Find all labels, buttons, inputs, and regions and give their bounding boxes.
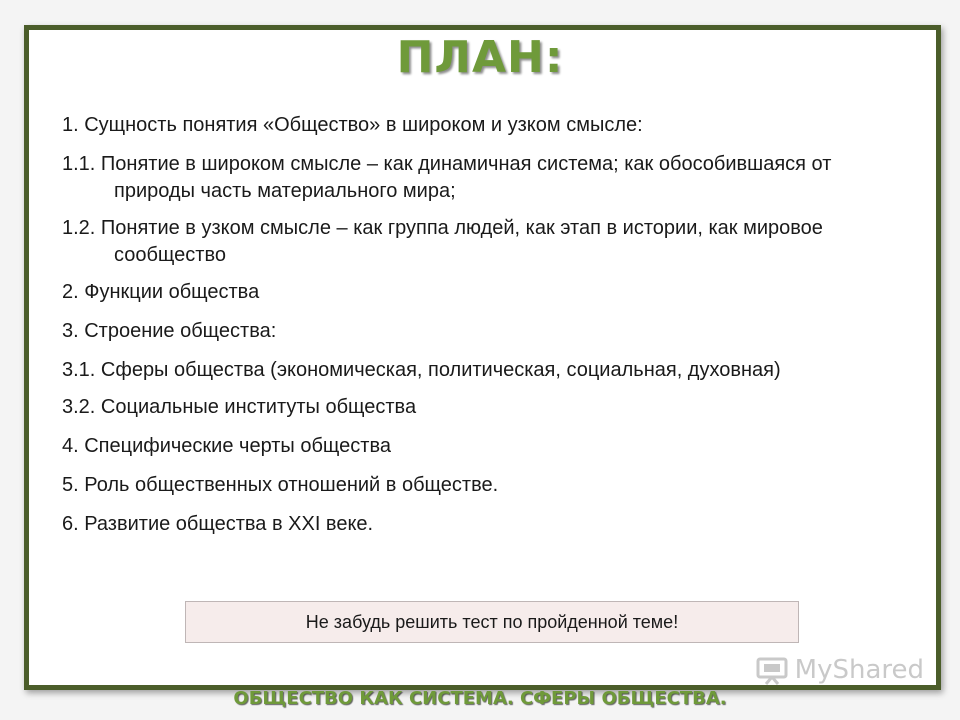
plan-item: 3. Строение общества:: [62, 320, 277, 342]
plan-item: 3.2. Социальные институты общества: [62, 396, 417, 418]
plan-item: 4. Специфические черты общества: [62, 435, 391, 457]
slide-title: ПЛАН:: [396, 32, 564, 83]
plan-item: 6. Развитие общества в XXI веке.: [62, 513, 374, 535]
test-reminder-text: Не забудь решить тест по пройденной теме!: [305, 611, 679, 632]
plan-item: 5. Роль общественных отношений в обществе.: [62, 474, 499, 496]
plan-item: 1.1. Понятие в широком смысле – как динамичная система; как обособившаяся от природы часть материального мира;: [62, 153, 832, 202]
plan-item: 1. Сущность понятия «Общество» в широком и узком смысле:: [62, 114, 643, 136]
plan-item: 3.1. Сферы общества (экономическая, политическая, социальная, духовная): [62, 359, 781, 381]
watermark: [755, 655, 924, 685]
plan-item: 2. Функции общества: [62, 281, 260, 303]
plan-item: 1.2. Понятие в узком смысле – как группа людей, как этап в истории, как мировое сообщество: [62, 217, 823, 266]
watermark-text: MyShared: [794, 655, 924, 685]
test-reminder-box: [185, 601, 799, 643]
presentation-screen-icon: [755, 655, 789, 685]
footer-title: ОБЩЕСТВО КАК СИСТЕМА. СФЕРЫ ОБЩЕСТВА.: [233, 688, 727, 709]
plan-list: [62, 112, 902, 550]
